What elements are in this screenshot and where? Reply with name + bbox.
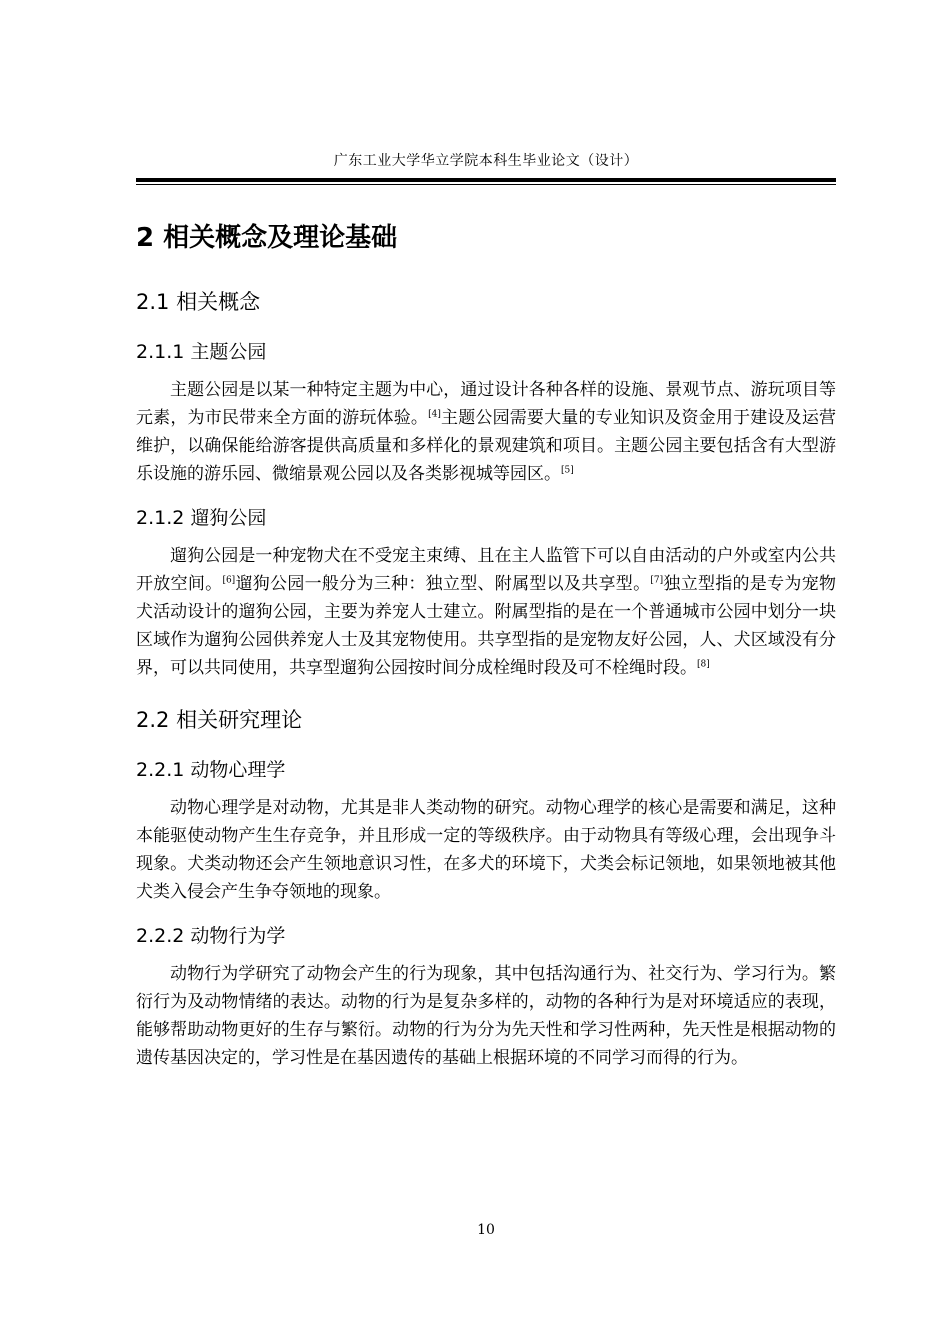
paragraph-text: 主题公园需要大量的专业知识及资金用于建设及运营维护，以确保能给游客提供高质量和多样化的景观建筑和项目。主题公园主要包括含有大型游乐设施的游乐园、微缩景观公园以及各类影视城等园区。 — [136, 408, 837, 484]
paragraph-text: 遛狗公园是一种宠物犬在不受宠主束缚、且在主人监管下可以自由活动的户外或室内公共开放空间。 — [136, 546, 836, 594]
citation-ref: [7] — [650, 575, 664, 586]
section-heading-2-1: 2.1 相关概念 — [136, 290, 261, 314]
subsection-heading-2-1-2: 2.1.2 遛狗公园 — [136, 507, 267, 529]
chapter-title: 2 相关概念及理论基础 — [136, 223, 398, 253]
header-rule-thick — [136, 178, 836, 182]
citation-ref: [4] — [428, 409, 441, 420]
subsection-heading-2-2-2: 2.2.2 动物行为学 — [136, 925, 286, 947]
paragraph-theme-park — [136, 376, 836, 488]
paragraph-text: 主题公园是以某一种特定主题为中心，通过设计各种各样的设施、景观节点、游玩项目等元素，为市民带来全方面的游玩体验。 — [136, 380, 836, 428]
page-content — [136, 212, 836, 1076]
paragraph-ethology — [136, 960, 836, 1072]
citation-ref: [6] — [222, 575, 236, 586]
header-rule-thin — [136, 184, 836, 185]
citation-ref: [8] — [697, 659, 710, 670]
running-header: 广东工业大学华立学院本科生毕业论文（设计） — [333, 153, 639, 169]
paragraph-text: 动物行为学研究了动物会产生的行为现象，其中包括沟通行为、社交行为、学习行为。繁衍行为及动物情绪的表达。动物的行为是复杂多样的，动物的各种行为是对环境适应的表现，能够帮助动物更好的生存与繁衍。动物的行为分为先天性和学习性两种，先天性是根据动物的遗传基因决定的，学习性是在基因遗传的基础上根据环境的不同学习而得的行为。 — [136, 964, 836, 1068]
page-number: 10 — [477, 1222, 495, 1238]
citation-ref: [5] — [561, 465, 574, 476]
paragraph-animal-psychology — [136, 794, 836, 906]
paragraph-text: 遛狗公园一般分为三种：独立型、附属型以及共享型。 — [235, 574, 651, 594]
subsection-heading-2-2-1: 2.2.1 动物心理学 — [136, 759, 286, 781]
paragraph-text: 动物心理学是对动物，尤其是非人类动物的研究。动物心理学的核心是需要和满足，这种本能驱使动物产生生存竞争，并且形成一定的等级秩序。由于动物具有等级心理，会出现争斗现象。犬类动物还会产生领地意识习性，在多犬的环境下，犬类会标记领地，如果领地被其他犬类入侵会产生争夺领地的现象。 — [136, 798, 836, 902]
paragraph-text: 独立型指的是专为宠物犬活动设计的遛狗公园，主要为养宠人士建立。附属型指的是在一个普通城市公园中划分一块区域作为遛狗公园供养宠人士及其宠物使用。共享型指的是宠物友好公园，人、犬区域没有分界，可以共同使用，共享型遛狗公园按时间分成栓绳时段及可不栓绳时段。 — [136, 574, 836, 678]
paragraph-dog-park — [136, 542, 836, 682]
section-heading-2-2: 2.2 相关研究理论 — [136, 708, 303, 732]
subsection-heading-2-1-1: 2.1.1 主题公园 — [136, 341, 267, 363]
